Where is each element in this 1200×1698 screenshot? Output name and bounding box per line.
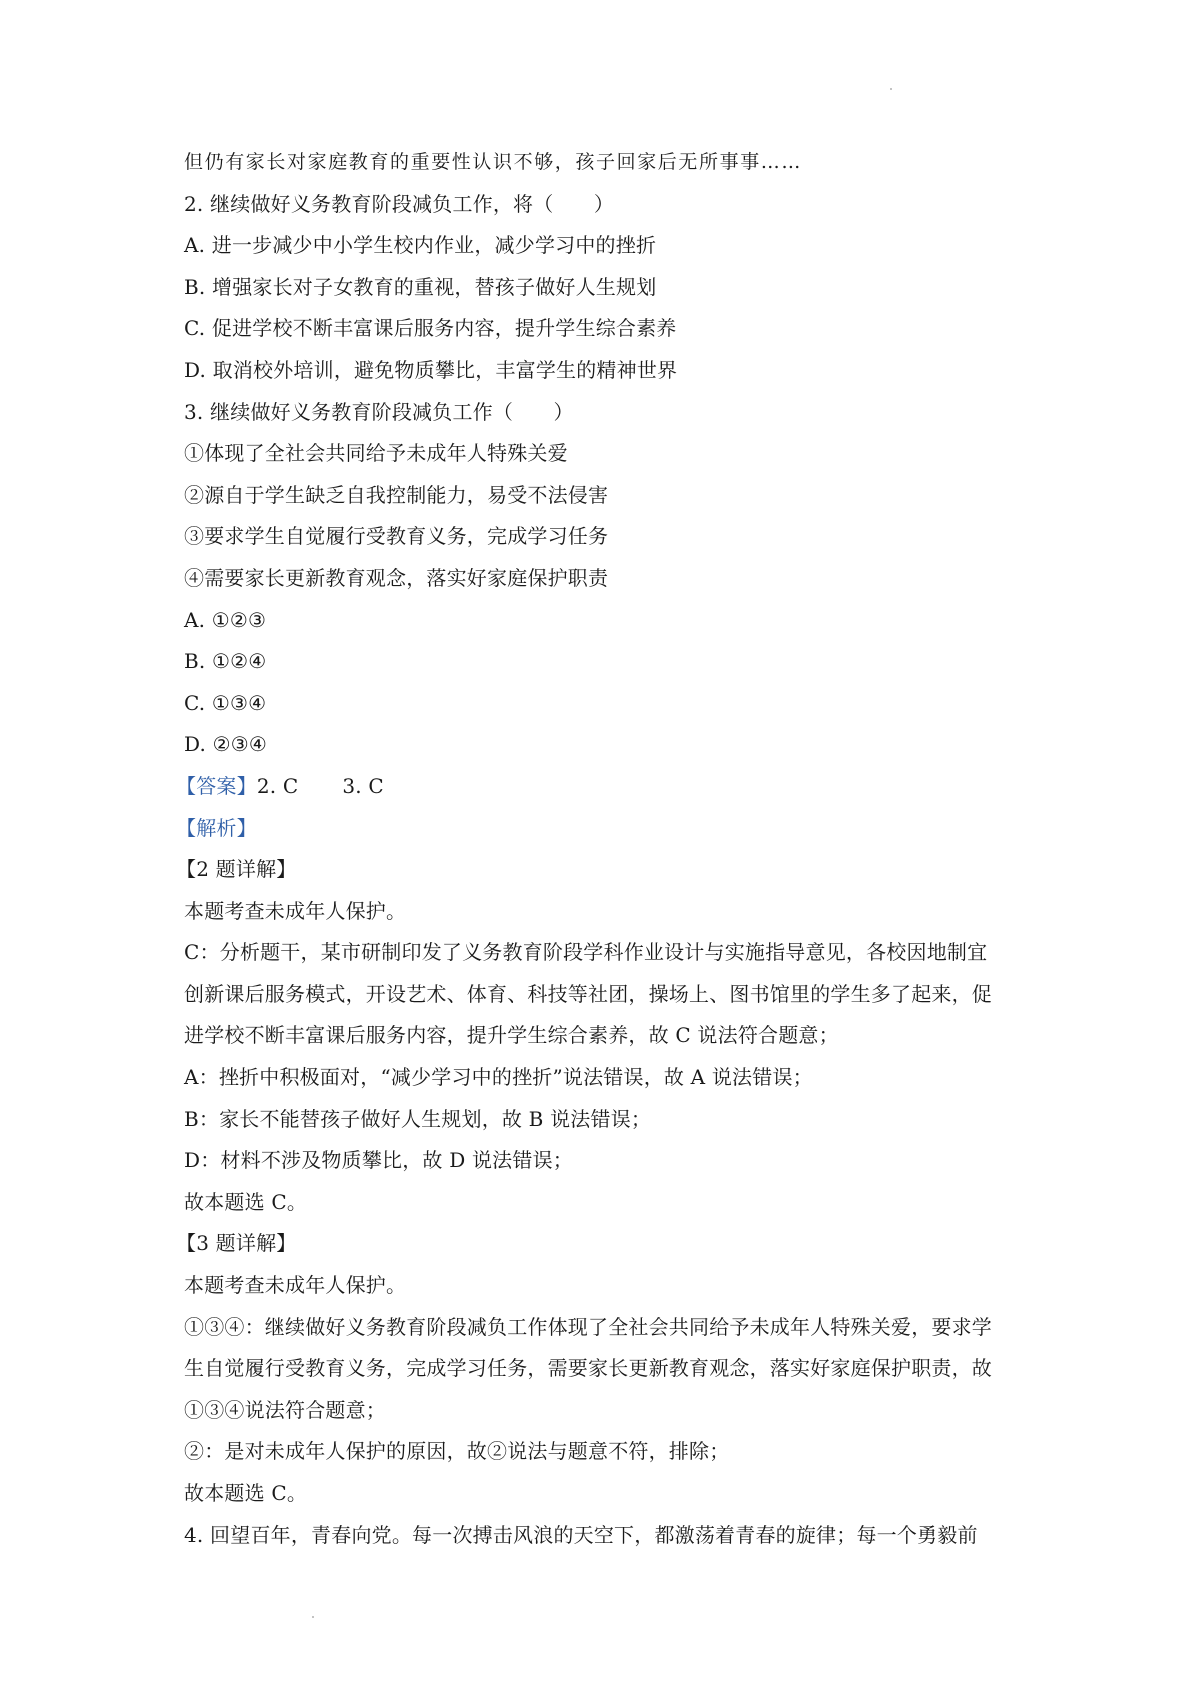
q2-detail-heading: 【2 题详解】 [176, 857, 297, 882]
question-3-option-a: A. ①②③ [184, 607, 267, 632]
question-2-option-a: A. 进一步减少中小学生校内作业，减少学习中的挫折 [184, 233, 657, 258]
question-2-option-b: B. 增强家长对子女教育的重视，替孩子做好人生规划 [184, 274, 657, 299]
passage-continuation: 但仍有家长对家庭教育的重要性认识不够，孩子回家后无所事事…… [184, 151, 803, 173]
q3-analysis-4: ②：是对未成年人保护的原因，故②说法与题意不符，排除； [184, 1439, 730, 1464]
scan-speck [312, 1616, 314, 1618]
question-2-stem: 2. 继续做好义务教育阶段减负工作，将（ ） [184, 191, 615, 216]
q2-analysis-c-2: 创新课后服务模式，开设艺术、体育、科技等社团，操场上、图书馆里的学生多了起来，促 [184, 981, 992, 1006]
question-2-option-c: C. 促进学校不断丰富课后服务内容，提升学生综合素养 [184, 316, 677, 341]
q2-topic: 本题考查未成年人保护。 [184, 898, 407, 923]
q3-conclusion: 故本题选 C。 [184, 1481, 308, 1505]
question-3-statement-3: ③要求学生自觉履行受教育义务，完成学习任务 [184, 524, 609, 549]
analysis-line [176, 808, 1034, 850]
q3-detail-heading: 【3 题详解】 [176, 1231, 297, 1256]
q2-conclusion: 故本题选 C。 [184, 1189, 308, 1214]
question-3-option-c: C. ①③④ [184, 690, 267, 715]
q2-analysis-d: D：材料不涉及物质攀比，故 D 说法错误； [184, 1148, 573, 1173]
question-3-option-b: B. ①②④ [184, 649, 267, 674]
question-3-stem: 3. 继续做好义务教育阶段减负工作（ ） [184, 399, 574, 424]
question-4-stem: 4. 回望百年，青春向党。每一次搏击风浪的天空下，都激荡着青春的旋律；每一个勇毅前 [184, 1522, 978, 1547]
q2-analysis-b: B：家长不能替孩子做好人生规划，故 B 说法错误； [184, 1106, 652, 1131]
question-3-option-d: D. ②③④ [184, 732, 268, 757]
q2-analysis-a: A：挫折中积极面对，“减少学习中的挫折”说法错误，故 A 说法错误； [184, 1065, 813, 1090]
document-body [176, 142, 1034, 1556]
question-2-option-d: D. 取消校外培训，避免物质攀比，丰富学生的精神世界 [184, 357, 678, 382]
answer-tag: 【答案】 [176, 773, 257, 798]
answer-2: 2. C [256, 773, 299, 798]
question-3-statement-1: ①体现了全社会共同给予未成年人特殊关爱 [184, 441, 568, 466]
question-3-statement-4: ④需要家长更新教育观念，落实好家庭保护职责 [184, 565, 609, 590]
q3-analysis-2: 生自觉履行受教育义务，完成学习任务，需要家长更新教育观念，落实好家庭保护职责，故 [184, 1356, 992, 1381]
question-3-statement-2: ②源自于学生缺乏自我控制能力，易受不法侵害 [184, 482, 609, 507]
answer-3: 3. C [342, 773, 384, 798]
analysis-tag: 【解析】 [176, 815, 257, 840]
q3-topic: 本题考查未成年人保护。 [184, 1273, 407, 1298]
q2-analysis-c-3: 进学校不断丰富课后服务内容，提升学生综合素养，故 C 说法符合题意； [184, 1023, 839, 1048]
scan-speck [890, 88, 892, 90]
q3-analysis-1: ①③④：继续做好义务教育阶段减负工作体现了全社会共同给予未成年人特殊关爱，要求学 [184, 1314, 992, 1339]
q3-analysis-3: ①③④说法符合题意； [184, 1397, 386, 1422]
answer-line [176, 766, 1034, 808]
q2-analysis-c-1: C：分析题干，某市研制印发了义务教育阶段学科作业设计与实施指导意见，各校因地制宜 [184, 940, 988, 965]
